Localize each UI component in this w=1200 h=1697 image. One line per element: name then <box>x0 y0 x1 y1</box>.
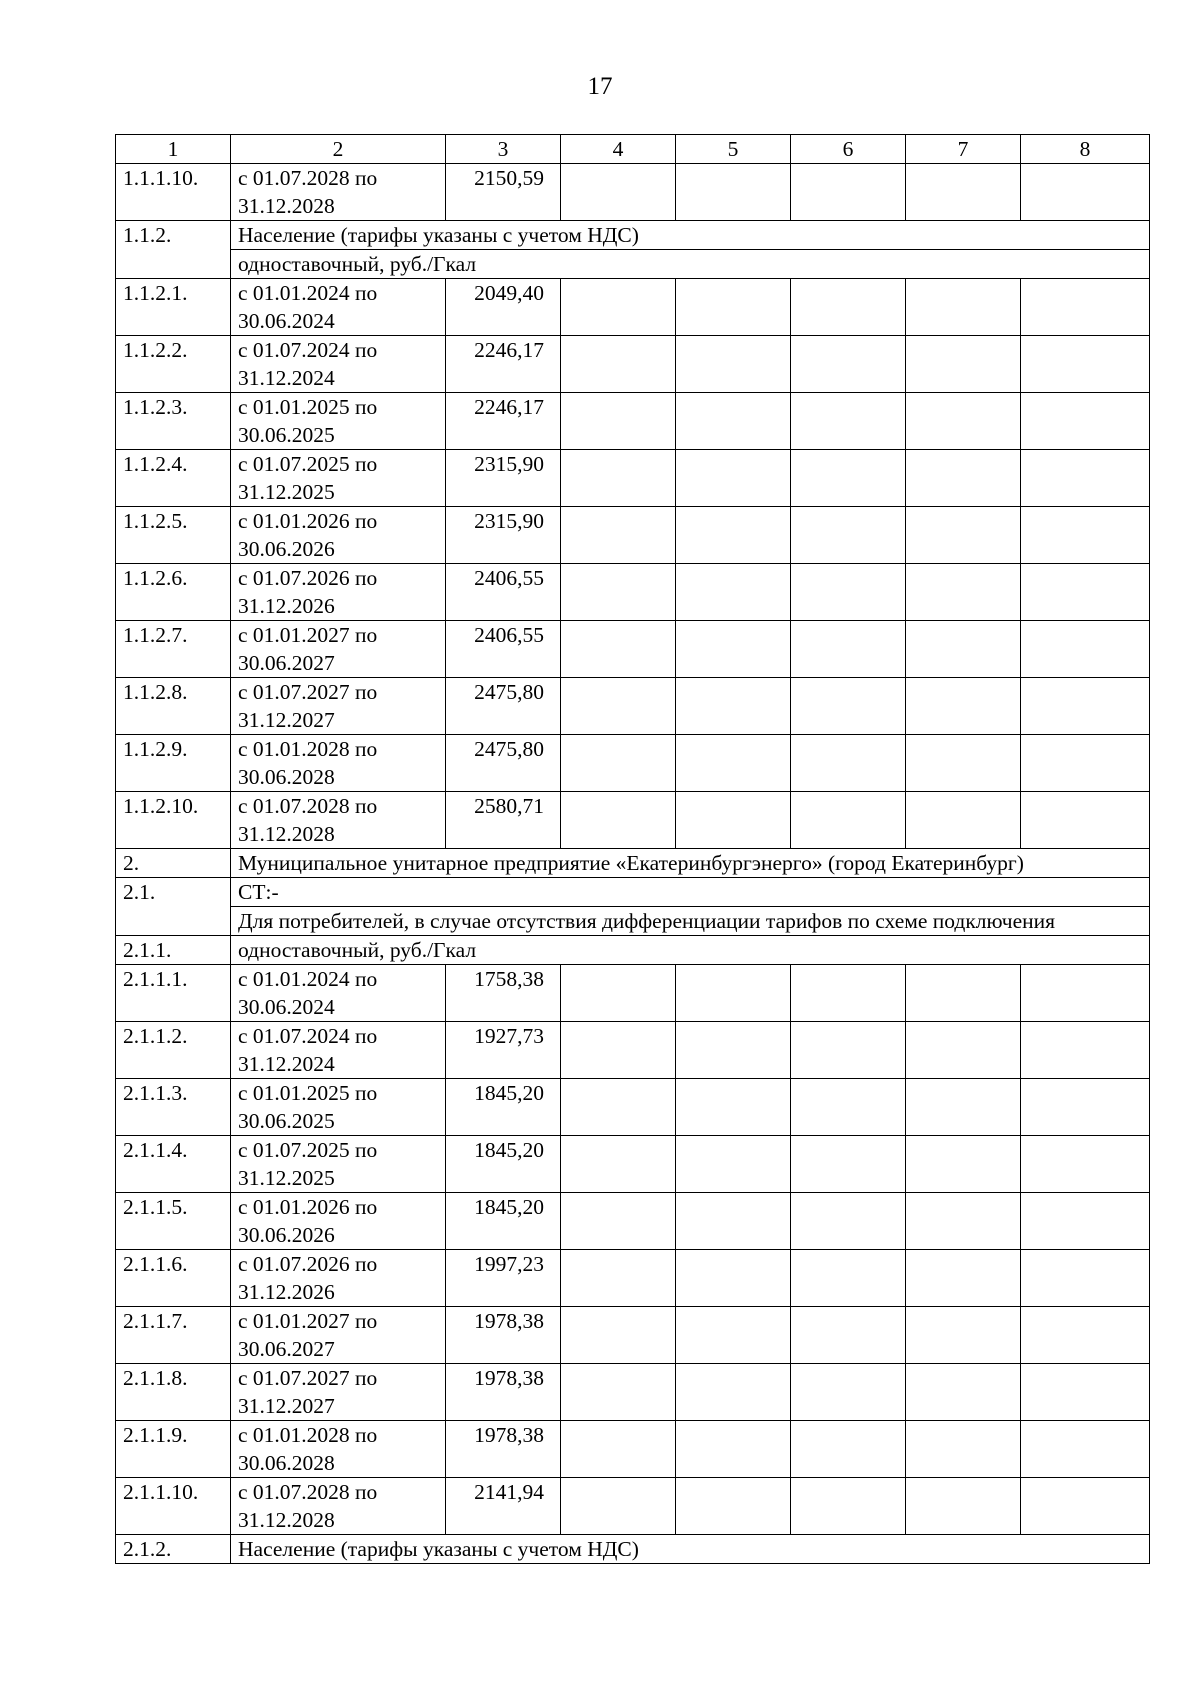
empty-cell <box>791 1307 906 1364</box>
empty-cell <box>791 621 906 678</box>
empty-cell <box>676 450 791 507</box>
empty-cell <box>906 393 1021 450</box>
tariff-table <box>115 134 1150 1564</box>
column-number-header: 6 <box>791 135 906 164</box>
empty-cell <box>676 1136 791 1193</box>
empty-cell <box>1021 1478 1150 1535</box>
empty-cell <box>561 965 676 1022</box>
empty-cell <box>791 279 906 336</box>
period-cell: с 01.01.2024 по 30.06.2024 <box>231 279 446 336</box>
table-header-row <box>116 135 1150 164</box>
column-number-header: 3 <box>446 135 561 164</box>
empty-cell <box>1021 1079 1150 1136</box>
empty-cell <box>561 1079 676 1136</box>
empty-cell <box>906 1421 1021 1478</box>
empty-cell <box>676 965 791 1022</box>
empty-cell <box>1021 965 1150 1022</box>
period-cell: с 01.07.2027 по 31.12.2027 <box>231 678 446 735</box>
empty-cell <box>676 564 791 621</box>
column-number-header: 4 <box>561 135 676 164</box>
empty-cell <box>561 792 676 849</box>
empty-cell <box>906 164 1021 221</box>
empty-cell <box>561 1193 676 1250</box>
section-title: одноставочный, руб./Гкал <box>231 250 1150 279</box>
section-row <box>116 878 1150 907</box>
empty-cell <box>676 792 791 849</box>
table-body <box>116 135 1150 1564</box>
empty-cell <box>561 1307 676 1364</box>
period-cell: с 01.01.2024 по 30.06.2024 <box>231 965 446 1022</box>
empty-cell <box>561 1364 676 1421</box>
period-cell: с 01.01.2025 по 30.06.2025 <box>231 1079 446 1136</box>
section-title: Население (тарифы указаны с учетом НДС) <box>231 1535 1150 1564</box>
empty-cell <box>1021 164 1150 221</box>
empty-cell <box>906 1478 1021 1535</box>
period-cell: с 01.01.2028 по 30.06.2028 <box>231 1421 446 1478</box>
empty-cell <box>791 564 906 621</box>
empty-cell <box>676 1022 791 1079</box>
empty-cell <box>561 393 676 450</box>
empty-cell <box>561 1250 676 1307</box>
row-number: 2.1.1.10. <box>116 1478 231 1535</box>
empty-cell <box>791 1079 906 1136</box>
empty-cell <box>791 1193 906 1250</box>
empty-cell <box>1021 1421 1150 1478</box>
empty-cell <box>906 564 1021 621</box>
table-row <box>116 621 1150 678</box>
tariff-value: 2315,90 <box>446 450 561 507</box>
empty-cell <box>676 1421 791 1478</box>
empty-cell <box>791 450 906 507</box>
period-cell: с 01.07.2024 по 31.12.2024 <box>231 336 446 393</box>
empty-cell <box>791 1364 906 1421</box>
section-row <box>116 936 1150 965</box>
period-cell: с 01.01.2025 по 30.06.2025 <box>231 393 446 450</box>
empty-cell <box>676 1364 791 1421</box>
section-row <box>116 1535 1150 1564</box>
empty-cell <box>676 393 791 450</box>
row-number: 1.1.2.2. <box>116 336 231 393</box>
row-number: 2.1.1.6. <box>116 1250 231 1307</box>
empty-cell <box>561 507 676 564</box>
row-number: 2.1.1.7. <box>116 1307 231 1364</box>
empty-cell <box>561 621 676 678</box>
empty-cell <box>791 1136 906 1193</box>
empty-cell <box>791 792 906 849</box>
row-number: 2.1.1. <box>116 936 231 965</box>
tariff-value: 2150,59 <box>446 164 561 221</box>
section-title: одноставочный, руб./Гкал <box>231 936 1150 965</box>
empty-cell <box>791 678 906 735</box>
tariff-value: 1927,73 <box>446 1022 561 1079</box>
row-number: 2.1.1.3. <box>116 1079 231 1136</box>
section-row <box>116 849 1150 878</box>
empty-cell <box>1021 1022 1150 1079</box>
row-number: 2.1.1.1. <box>116 965 231 1022</box>
empty-cell <box>906 1193 1021 1250</box>
empty-cell <box>676 1079 791 1136</box>
tariff-value: 2246,17 <box>446 393 561 450</box>
column-number-header: 1 <box>116 135 231 164</box>
column-number-header: 7 <box>906 135 1021 164</box>
period-cell: с 01.01.2028 по 30.06.2028 <box>231 735 446 792</box>
tariff-value: 2246,17 <box>446 336 561 393</box>
table-row <box>116 507 1150 564</box>
empty-cell <box>791 1250 906 1307</box>
empty-cell <box>791 393 906 450</box>
table-row <box>116 164 1150 221</box>
empty-cell <box>791 1421 906 1478</box>
row-number: 1.1.2.1. <box>116 279 231 336</box>
section-title: Муниципальное унитарное предприятие «Екатеринбургэнерго» (город Екатеринбург) <box>231 849 1150 878</box>
empty-cell <box>906 1079 1021 1136</box>
empty-cell <box>561 336 676 393</box>
empty-cell <box>1021 1193 1150 1250</box>
empty-cell <box>676 735 791 792</box>
empty-cell <box>1021 507 1150 564</box>
empty-cell <box>1021 1307 1150 1364</box>
empty-cell <box>791 1022 906 1079</box>
empty-cell <box>1021 564 1150 621</box>
empty-cell <box>906 450 1021 507</box>
empty-cell <box>1021 336 1150 393</box>
row-number: 1.1.2.6. <box>116 564 231 621</box>
empty-cell <box>1021 279 1150 336</box>
empty-cell <box>906 965 1021 1022</box>
period-cell: с 01.07.2028 по 31.12.2028 <box>231 164 446 221</box>
table-row <box>116 336 1150 393</box>
period-cell: с 01.07.2027 по 31.12.2027 <box>231 1364 446 1421</box>
empty-cell <box>791 336 906 393</box>
period-cell: с 01.07.2024 по 31.12.2024 <box>231 1022 446 1079</box>
empty-cell <box>906 678 1021 735</box>
period-cell: с 01.07.2028 по 31.12.2028 <box>231 792 446 849</box>
column-number-header: 8 <box>1021 135 1150 164</box>
empty-cell <box>1021 678 1150 735</box>
empty-cell <box>1021 393 1150 450</box>
table-row <box>116 279 1150 336</box>
empty-cell <box>676 1307 791 1364</box>
empty-cell <box>906 735 1021 792</box>
empty-cell <box>561 450 676 507</box>
period-cell: с 01.07.2028 по 31.12.2028 <box>231 1478 446 1535</box>
table-row <box>116 1136 1150 1193</box>
row-number: 2.1. <box>116 878 231 936</box>
row-number: 2.1.1.4. <box>116 1136 231 1193</box>
empty-cell <box>676 507 791 564</box>
empty-cell <box>906 507 1021 564</box>
tariff-value: 1758,38 <box>446 965 561 1022</box>
row-number: 1.1.1.10. <box>116 164 231 221</box>
row-number: 1.1.2.7. <box>116 621 231 678</box>
empty-cell <box>1021 735 1150 792</box>
period-cell: с 01.01.2027 по 30.06.2027 <box>231 1307 446 1364</box>
empty-cell <box>1021 621 1150 678</box>
empty-cell <box>906 336 1021 393</box>
table-row <box>116 393 1150 450</box>
row-number: 2. <box>116 849 231 878</box>
tariff-value: 1997,23 <box>446 1250 561 1307</box>
row-number: 1.1.2.5. <box>116 507 231 564</box>
empty-cell <box>676 678 791 735</box>
row-number: 1.1.2.10. <box>116 792 231 849</box>
empty-cell <box>791 164 906 221</box>
row-number: 2.1.1.8. <box>116 1364 231 1421</box>
empty-cell <box>561 279 676 336</box>
tariff-value: 1978,38 <box>446 1307 561 1364</box>
table-row <box>116 1307 1150 1364</box>
table-row <box>116 792 1150 849</box>
empty-cell <box>1021 450 1150 507</box>
empty-cell <box>906 792 1021 849</box>
tariff-value: 2049,40 <box>446 279 561 336</box>
table-row <box>116 1478 1150 1535</box>
table-row <box>116 1022 1150 1079</box>
section-row <box>116 250 1150 279</box>
page-number: 17 <box>587 73 613 100</box>
empty-cell <box>906 1022 1021 1079</box>
empty-cell <box>906 1250 1021 1307</box>
section-title: СТ:- <box>231 878 1150 907</box>
tariff-value: 2406,55 <box>446 564 561 621</box>
tariff-value: 1845,20 <box>446 1136 561 1193</box>
tariff-value: 1978,38 <box>446 1421 561 1478</box>
period-cell: с 01.01.2026 по 30.06.2026 <box>231 507 446 564</box>
empty-cell <box>676 164 791 221</box>
column-number-header: 5 <box>676 135 791 164</box>
table-row <box>116 1193 1150 1250</box>
table-row <box>116 564 1150 621</box>
empty-cell <box>791 735 906 792</box>
empty-cell <box>676 621 791 678</box>
empty-cell <box>791 965 906 1022</box>
period-cell: с 01.01.2027 по 30.06.2027 <box>231 621 446 678</box>
empty-cell <box>561 1478 676 1535</box>
tariff-value: 1845,20 <box>446 1193 561 1250</box>
period-cell: с 01.07.2025 по 31.12.2025 <box>231 1136 446 1193</box>
empty-cell <box>561 735 676 792</box>
empty-cell <box>1021 1250 1150 1307</box>
empty-cell <box>791 1478 906 1535</box>
table-row <box>116 735 1150 792</box>
period-cell: с 01.01.2026 по 30.06.2026 <box>231 1193 446 1250</box>
empty-cell <box>906 1136 1021 1193</box>
table-row <box>116 1079 1150 1136</box>
tariff-value: 2315,90 <box>446 507 561 564</box>
table-row <box>116 1364 1150 1421</box>
empty-cell <box>561 164 676 221</box>
empty-cell <box>561 564 676 621</box>
tariff-value: 2475,80 <box>446 678 561 735</box>
empty-cell <box>1021 1136 1150 1193</box>
empty-cell <box>906 621 1021 678</box>
empty-cell <box>906 1307 1021 1364</box>
period-cell: с 01.07.2026 по 31.12.2026 <box>231 1250 446 1307</box>
section-title: Население (тарифы указаны с учетом НДС) <box>231 221 1150 250</box>
tariff-value: 1845,20 <box>446 1079 561 1136</box>
row-number: 1.1.2.8. <box>116 678 231 735</box>
tariff-value: 1978,38 <box>446 1364 561 1421</box>
empty-cell <box>676 336 791 393</box>
period-cell: с 01.07.2025 по 31.12.2025 <box>231 450 446 507</box>
empty-cell <box>791 507 906 564</box>
empty-cell <box>676 1193 791 1250</box>
row-number: 2.1.2. <box>116 1535 231 1564</box>
tariff-value: 2406,55 <box>446 621 561 678</box>
empty-cell <box>1021 792 1150 849</box>
table-row <box>116 678 1150 735</box>
empty-cell <box>561 1022 676 1079</box>
table-row <box>116 965 1150 1022</box>
section-title: Для потребителей, в случае отсутствия дифференциации тарифов по схеме подключения <box>231 907 1150 936</box>
empty-cell <box>561 1421 676 1478</box>
row-number: 1.1.2.4. <box>116 450 231 507</box>
period-cell: с 01.07.2026 по 31.12.2026 <box>231 564 446 621</box>
empty-cell <box>561 1136 676 1193</box>
row-number: 1.1.2.3. <box>116 393 231 450</box>
tariff-value: 2475,80 <box>446 735 561 792</box>
tariff-value: 2141,94 <box>446 1478 561 1535</box>
row-number: 2.1.1.5. <box>116 1193 231 1250</box>
tariff-value: 2580,71 <box>446 792 561 849</box>
empty-cell <box>906 1364 1021 1421</box>
column-number-header: 2 <box>231 135 446 164</box>
empty-cell <box>1021 1364 1150 1421</box>
empty-cell <box>676 1478 791 1535</box>
table-row <box>116 1250 1150 1307</box>
row-number: 1.1.2.9. <box>116 735 231 792</box>
section-row <box>116 907 1150 936</box>
row-number: 2.1.1.9. <box>116 1421 231 1478</box>
section-row <box>116 221 1150 250</box>
empty-cell <box>906 279 1021 336</box>
table-row <box>116 450 1150 507</box>
row-number: 2.1.1.2. <box>116 1022 231 1079</box>
table-row <box>116 1421 1150 1478</box>
empty-cell <box>676 1250 791 1307</box>
row-number: 1.1.2. <box>116 221 231 279</box>
empty-cell <box>676 279 791 336</box>
empty-cell <box>561 678 676 735</box>
